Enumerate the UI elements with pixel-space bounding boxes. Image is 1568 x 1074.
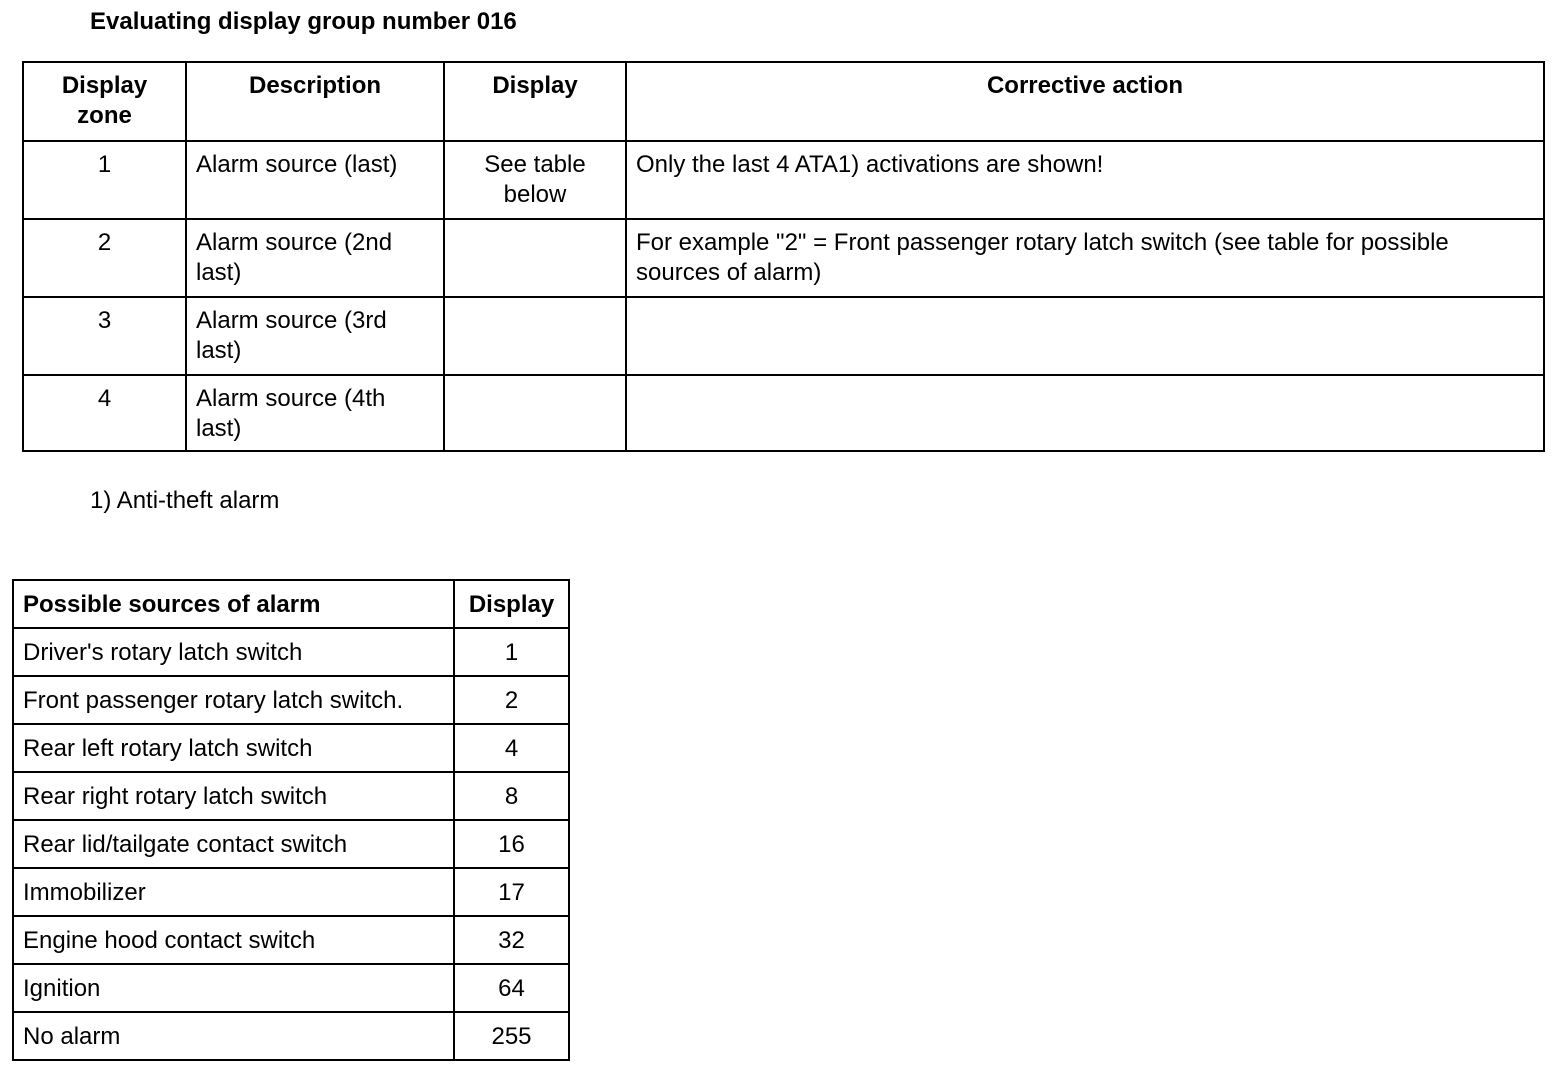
table-row (13, 916, 569, 964)
source-cell: Ignition (13, 964, 454, 1012)
display-value-cell: 4 (454, 724, 569, 772)
description-cell: Alarm source (last) (186, 141, 444, 219)
source-cell: No alarm (13, 1012, 454, 1060)
table-row (13, 676, 569, 724)
display-value-cell: 32 (454, 916, 569, 964)
table-row (23, 141, 1544, 219)
alarm-sources-table (12, 579, 570, 1061)
corrective-action-cell (626, 375, 1544, 451)
table-row (13, 724, 569, 772)
display-cell: See table below (444, 141, 626, 219)
table-row (23, 297, 1544, 375)
table-header-row (13, 580, 569, 628)
zone-cell: 2 (23, 219, 186, 297)
table-header-row (23, 62, 1544, 141)
header-description: Description (186, 62, 444, 141)
header-display-zone: Display zone (23, 62, 186, 141)
source-cell: Front passenger rotary latch switch. (13, 676, 454, 724)
table-row (13, 868, 569, 916)
header-corrective-action: Corrective action (626, 62, 1544, 141)
display-value-cell: 255 (454, 1012, 569, 1060)
display-cell (444, 375, 626, 451)
corrective-action-cell (626, 297, 1544, 375)
table-row (23, 375, 1544, 451)
source-cell: Engine hood contact switch (13, 916, 454, 964)
source-cell: Immobilizer (13, 868, 454, 916)
description-cell: Alarm source (2nd last) (186, 219, 444, 297)
display-value-cell: 1 (454, 628, 569, 676)
display-cell (444, 219, 626, 297)
header-possible-sources: Possible sources of alarm (13, 580, 454, 628)
display-value-cell: 16 (454, 820, 569, 868)
table-row (13, 964, 569, 1012)
description-cell: Alarm source (4th last) (186, 375, 444, 451)
display-value-cell: 64 (454, 964, 569, 1012)
corrective-action-cell: Only the last 4 ATA1) activations are shown! (626, 141, 1544, 219)
table-row (13, 820, 569, 868)
table-row (13, 772, 569, 820)
header-display: Display (454, 580, 569, 628)
footnote: 1) Anti-theft alarm (90, 487, 280, 514)
display-value-cell: 17 (454, 868, 569, 916)
corrective-action-cell: For example "2" = Front passenger rotary latch switch (see table for possible sources of alarm) (626, 219, 1544, 297)
source-cell: Rear left rotary latch switch (13, 724, 454, 772)
source-cell: Rear right rotary latch switch (13, 772, 454, 820)
description-cell: Alarm source (3rd last) (186, 297, 444, 375)
source-cell: Driver's rotary latch switch (13, 628, 454, 676)
header-display: Display (444, 62, 626, 141)
table-row (13, 1012, 569, 1060)
display-group-table (22, 61, 1545, 452)
display-cell (444, 297, 626, 375)
page-title: Evaluating display group number 016 (90, 8, 517, 35)
zone-cell: 4 (23, 375, 186, 451)
display-value-cell: 2 (454, 676, 569, 724)
display-value-cell: 8 (454, 772, 569, 820)
table-row (23, 219, 1544, 297)
zone-cell: 3 (23, 297, 186, 375)
table-row (13, 628, 569, 676)
zone-cell: 1 (23, 141, 186, 219)
source-cell: Rear lid/tailgate contact switch (13, 820, 454, 868)
